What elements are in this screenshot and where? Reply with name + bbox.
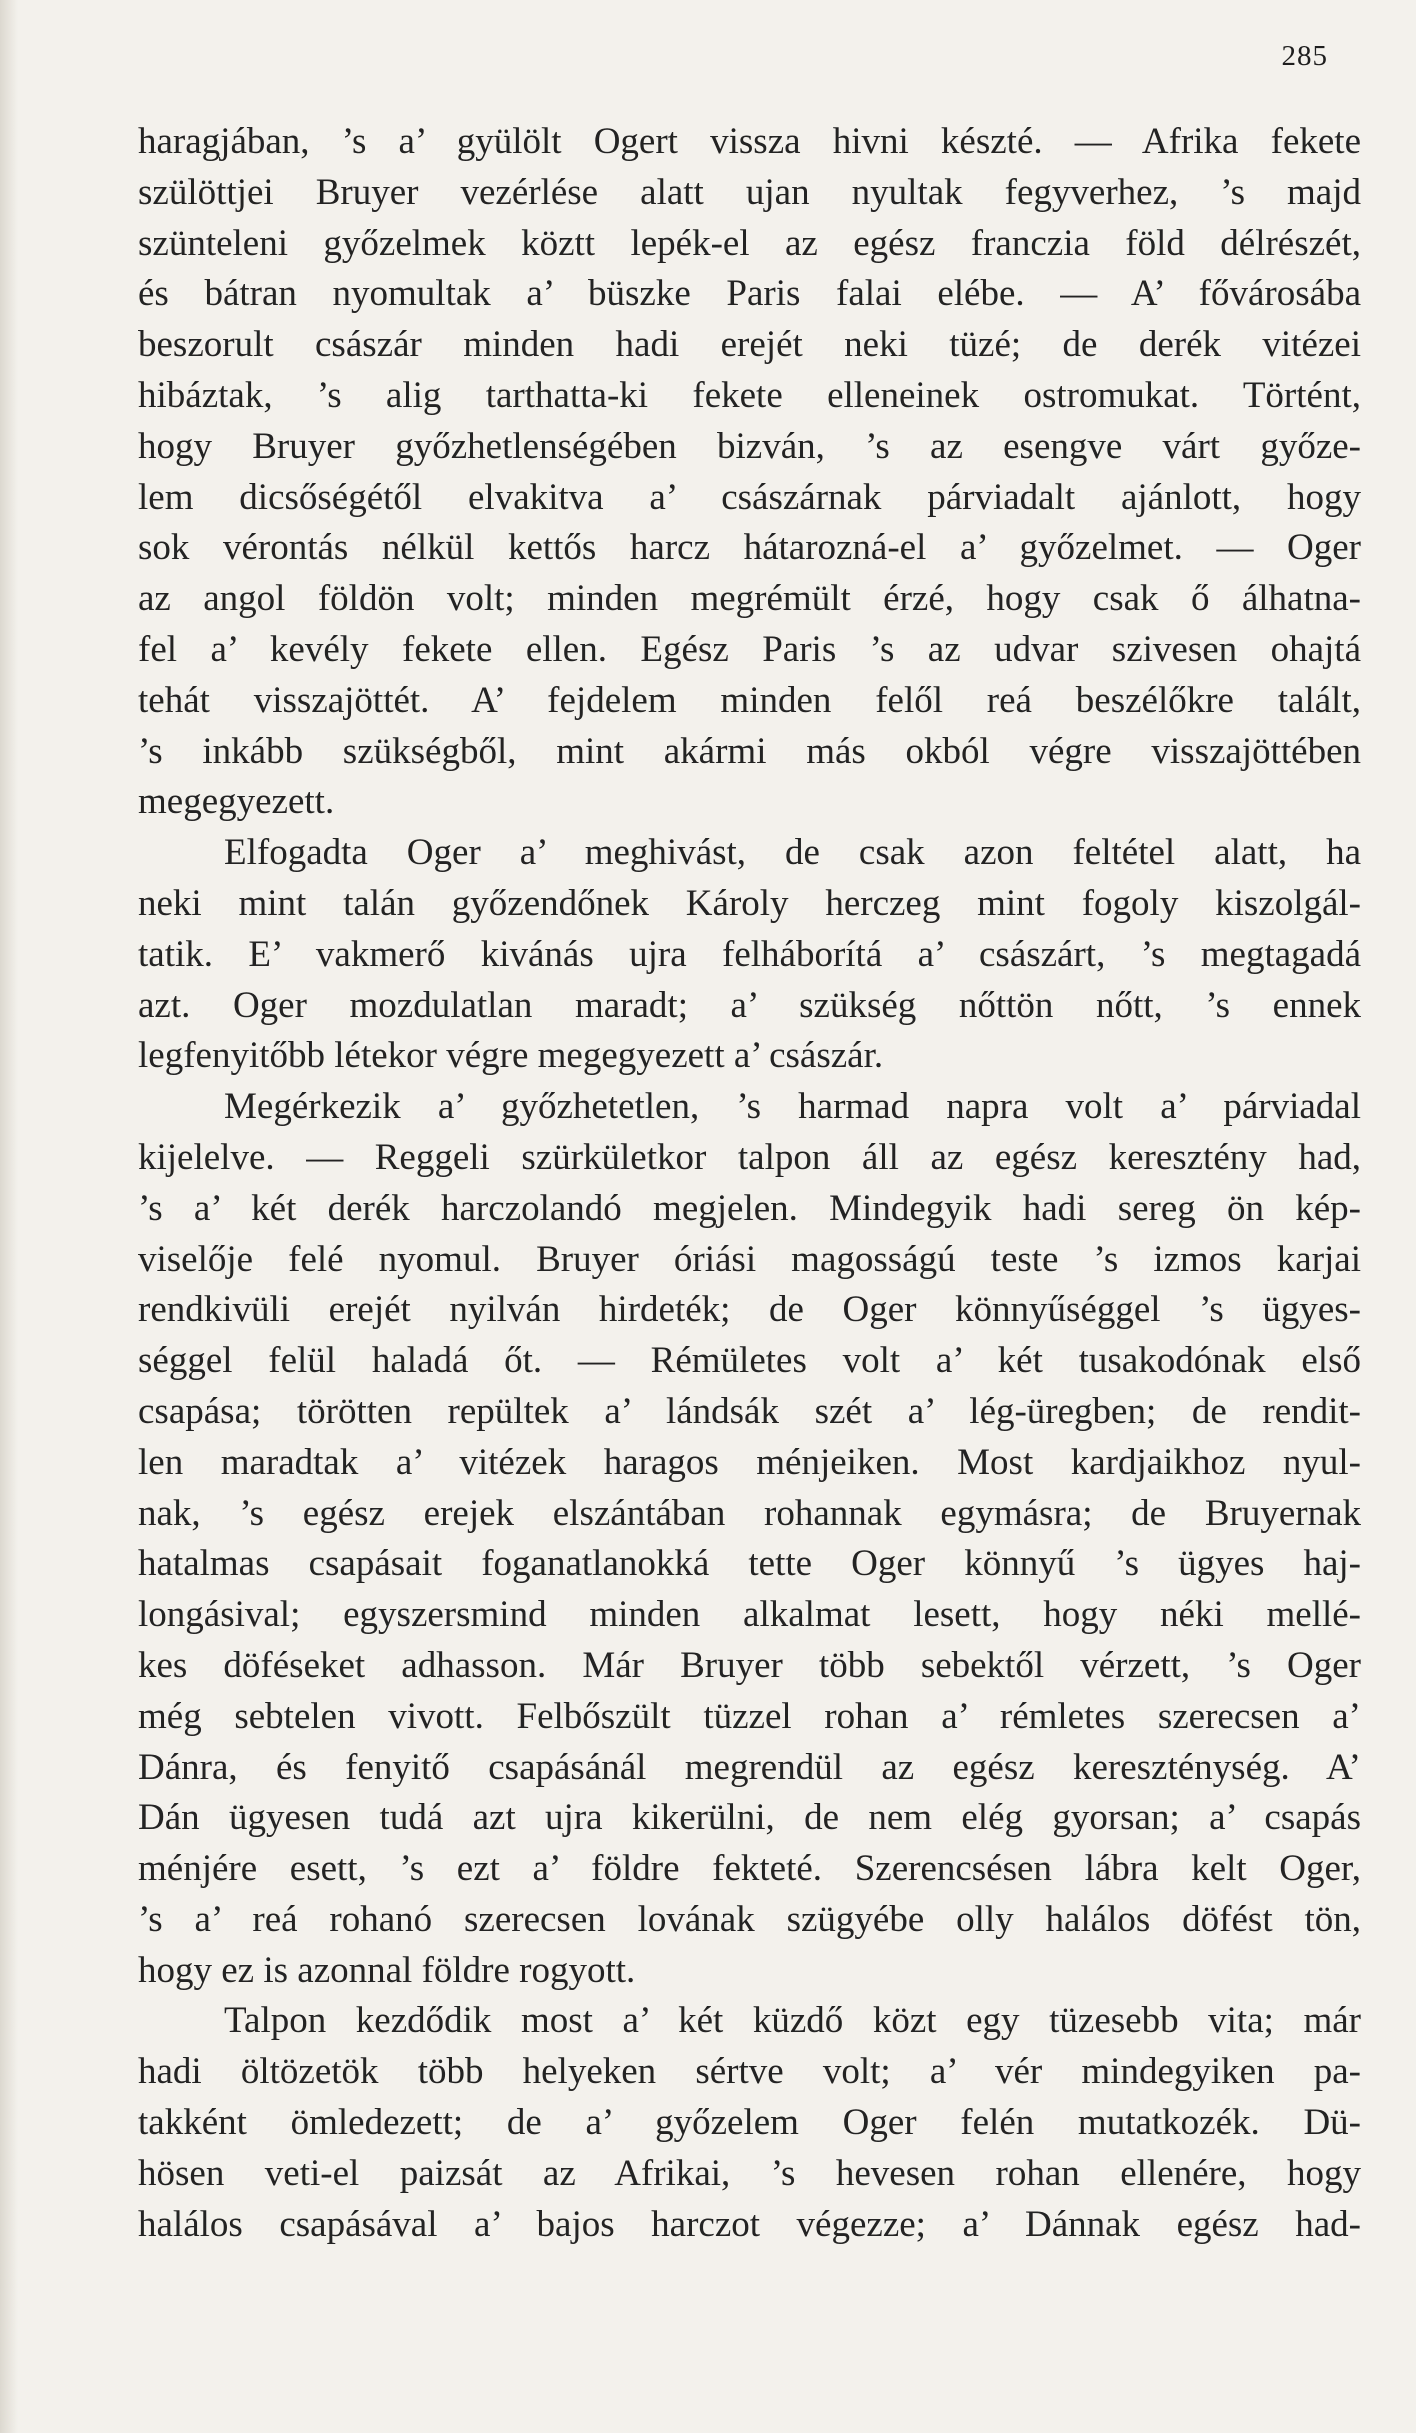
text-line: szülöttjei Bruyer vezérlése alatt ujan nyultak fegyverhez, ’s majd <box>138 171 1361 213</box>
text-line: Talpon kezdődik most a’ két küzdő közt egy tüzesebb vita; már <box>224 2000 1361 2042</box>
text-line: ménjére esett, ’s ezt a’ földre fekteté. Szerencsésen lábra kelt Oger, <box>138 1848 1361 1890</box>
text-line: halálos csapásával a’ bajos harczot végezze; a’ Dánnak egész had- <box>138 2203 1361 2245</box>
text-line: Dán ügyesen tudá azt ujra kikerülni, de nem elég gyorsan; a’ csapás <box>138 1797 1361 1839</box>
text-line: Megérkezik a’ győzhetetlen, ’s harmad napra volt a’ párviadal <box>224 1086 1361 1128</box>
page-number: 285 <box>1281 40 1328 72</box>
text-line: viselője felé nyomul. Bruyer óriási magosságú teste ’s izmos karjai <box>138 1238 1361 1280</box>
text-line: azt. Oger mozdulatlan maradt; a’ szükség nőttön nőtt, ’s ennek <box>138 984 1361 1026</box>
text-line: tehát visszajöttét. A’ fejdelem minden felől reá beszélőkre talált, <box>138 679 1361 721</box>
text-line: haragjában, ’s a’ gyülölt Ogert vissza hivni készté. — Afrika fekete <box>138 121 1361 162</box>
text-line: kes döféseket adhasson. Már Bruyer több sebektől vérzett, ’s Oger <box>138 1644 1361 1686</box>
text-line: ’s a’ reá rohanó szerecsen lovának szügyébe olly halálos döfést tön, <box>138 1898 1361 1940</box>
text-line: és bátran nyomultak a’ büszke Paris falai elébe. — A’ fővárosába <box>138 273 1361 315</box>
body-text <box>138 117 1361 2250</box>
text-line: beszorult császár minden hadi erejét neki tüzé; de derék vitézei <box>138 324 1361 366</box>
text-line: Elfogadta Oger a’ meghivást, de csak azon feltétel alatt, ha <box>224 832 1361 874</box>
text-line: még sebtelen vivott. Felbőszült tüzzel rohan a’ rémletes szerecsen a’ <box>138 1695 1361 1737</box>
text-line: takként ömledezett; de a’ győzelem Oger felén mutatkozék. Dü- <box>138 2102 1361 2144</box>
text-line: hibáztak, ’s alig tarthatta-ki fekete elleneinek ostromukat. Történt, <box>138 374 1361 416</box>
text-line: nak, ’s egész erejek elszántában rohannak egymásra; de Bruyernak <box>138 1492 1361 1534</box>
paragraph <box>138 117 1361 828</box>
text-line: longásival; egyszersmind minden alkalmat lesett, hogy néki mellé- <box>138 1594 1361 1636</box>
text-line: az angol földön volt; minden megrémült érzé, hogy csak ő álhatna- <box>138 578 1361 620</box>
text-line: hogy ez is azonnal földre rogyott. <box>138 1949 636 1991</box>
text-line: hadi öltözetök több helyeken sértve volt; a’ vér mindegyiken pa- <box>138 2051 1361 2093</box>
paragraph <box>138 1996 1361 2250</box>
page-spine-shadow <box>0 0 18 2433</box>
text-line: len maradtak a’ vitézek haragos ménjeiken. Most kardjaikhoz nyul- <box>138 1441 1361 1483</box>
text-line: sok vérontás nélkül kettős harcz hátarozná-el a’ győzelmet. — Oger <box>138 527 1361 569</box>
text-line: ’s a’ két derék harczolandó megjelen. Mindegyik hadi sereg ön kép- <box>138 1187 1361 1229</box>
text-line: hösen veti-el paizsát az Afrikai, ’s hevesen rohan ellenére, hogy <box>138 2152 1361 2194</box>
text-line: csapása; törötten repültek a’ lándsák szét a’ lég-üregben; de rendit- <box>138 1390 1361 1432</box>
text-line: séggel felül haladá őt. — Rémületes volt a’ két tusakodónak első <box>138 1340 1361 1382</box>
text-line: rendkivüli erejét nyilván hirdeték; de Oger könnyűséggel ’s ügyes- <box>138 1289 1361 1331</box>
text-line: legfenyitőbb létekor végre megegyezett a’ császár. <box>138 1035 884 1077</box>
text-line: hatalmas csapásait foganatlanokká tette Oger könnyű ’s ügyes haj- <box>138 1543 1361 1585</box>
paragraph <box>138 828 1361 1082</box>
text-line: szünteleni győzelmek köztt lepék-el az egész franczia föld délrészét, <box>138 222 1361 264</box>
text-line: lem dicsőségétől elvakitva a’ császárnak párviadalt ajánlott, hogy <box>138 476 1361 518</box>
text-line: Dánra, és fenyitő csapásánál megrendül az egész kereszténység. A’ <box>138 1746 1361 1788</box>
text-line: fel a’ kevély fekete ellen. Egész Paris ’s az udvar szivesen ohajtá <box>138 628 1361 670</box>
paragraph <box>138 1082 1361 1996</box>
text-line: ’s inkább szükségből, mint akármi más okból végre visszajöttében <box>138 730 1361 772</box>
text-line: hogy Bruyer győzhetlenségében bizván, ’s az esengve várt győze- <box>138 425 1361 467</box>
text-line: megegyezett. <box>138 781 335 823</box>
text-line: neki mint talán győzendőnek Károly herczeg mint fogoly kiszolgál- <box>138 882 1361 924</box>
text-line: kijelelve. — Reggeli szürkületkor talpon áll az egész keresztény had, <box>138 1136 1361 1178</box>
text-line: tatik. E’ vakmerő kivánás ujra felháborítá a’ császárt, ’s megtagadá <box>138 933 1361 975</box>
